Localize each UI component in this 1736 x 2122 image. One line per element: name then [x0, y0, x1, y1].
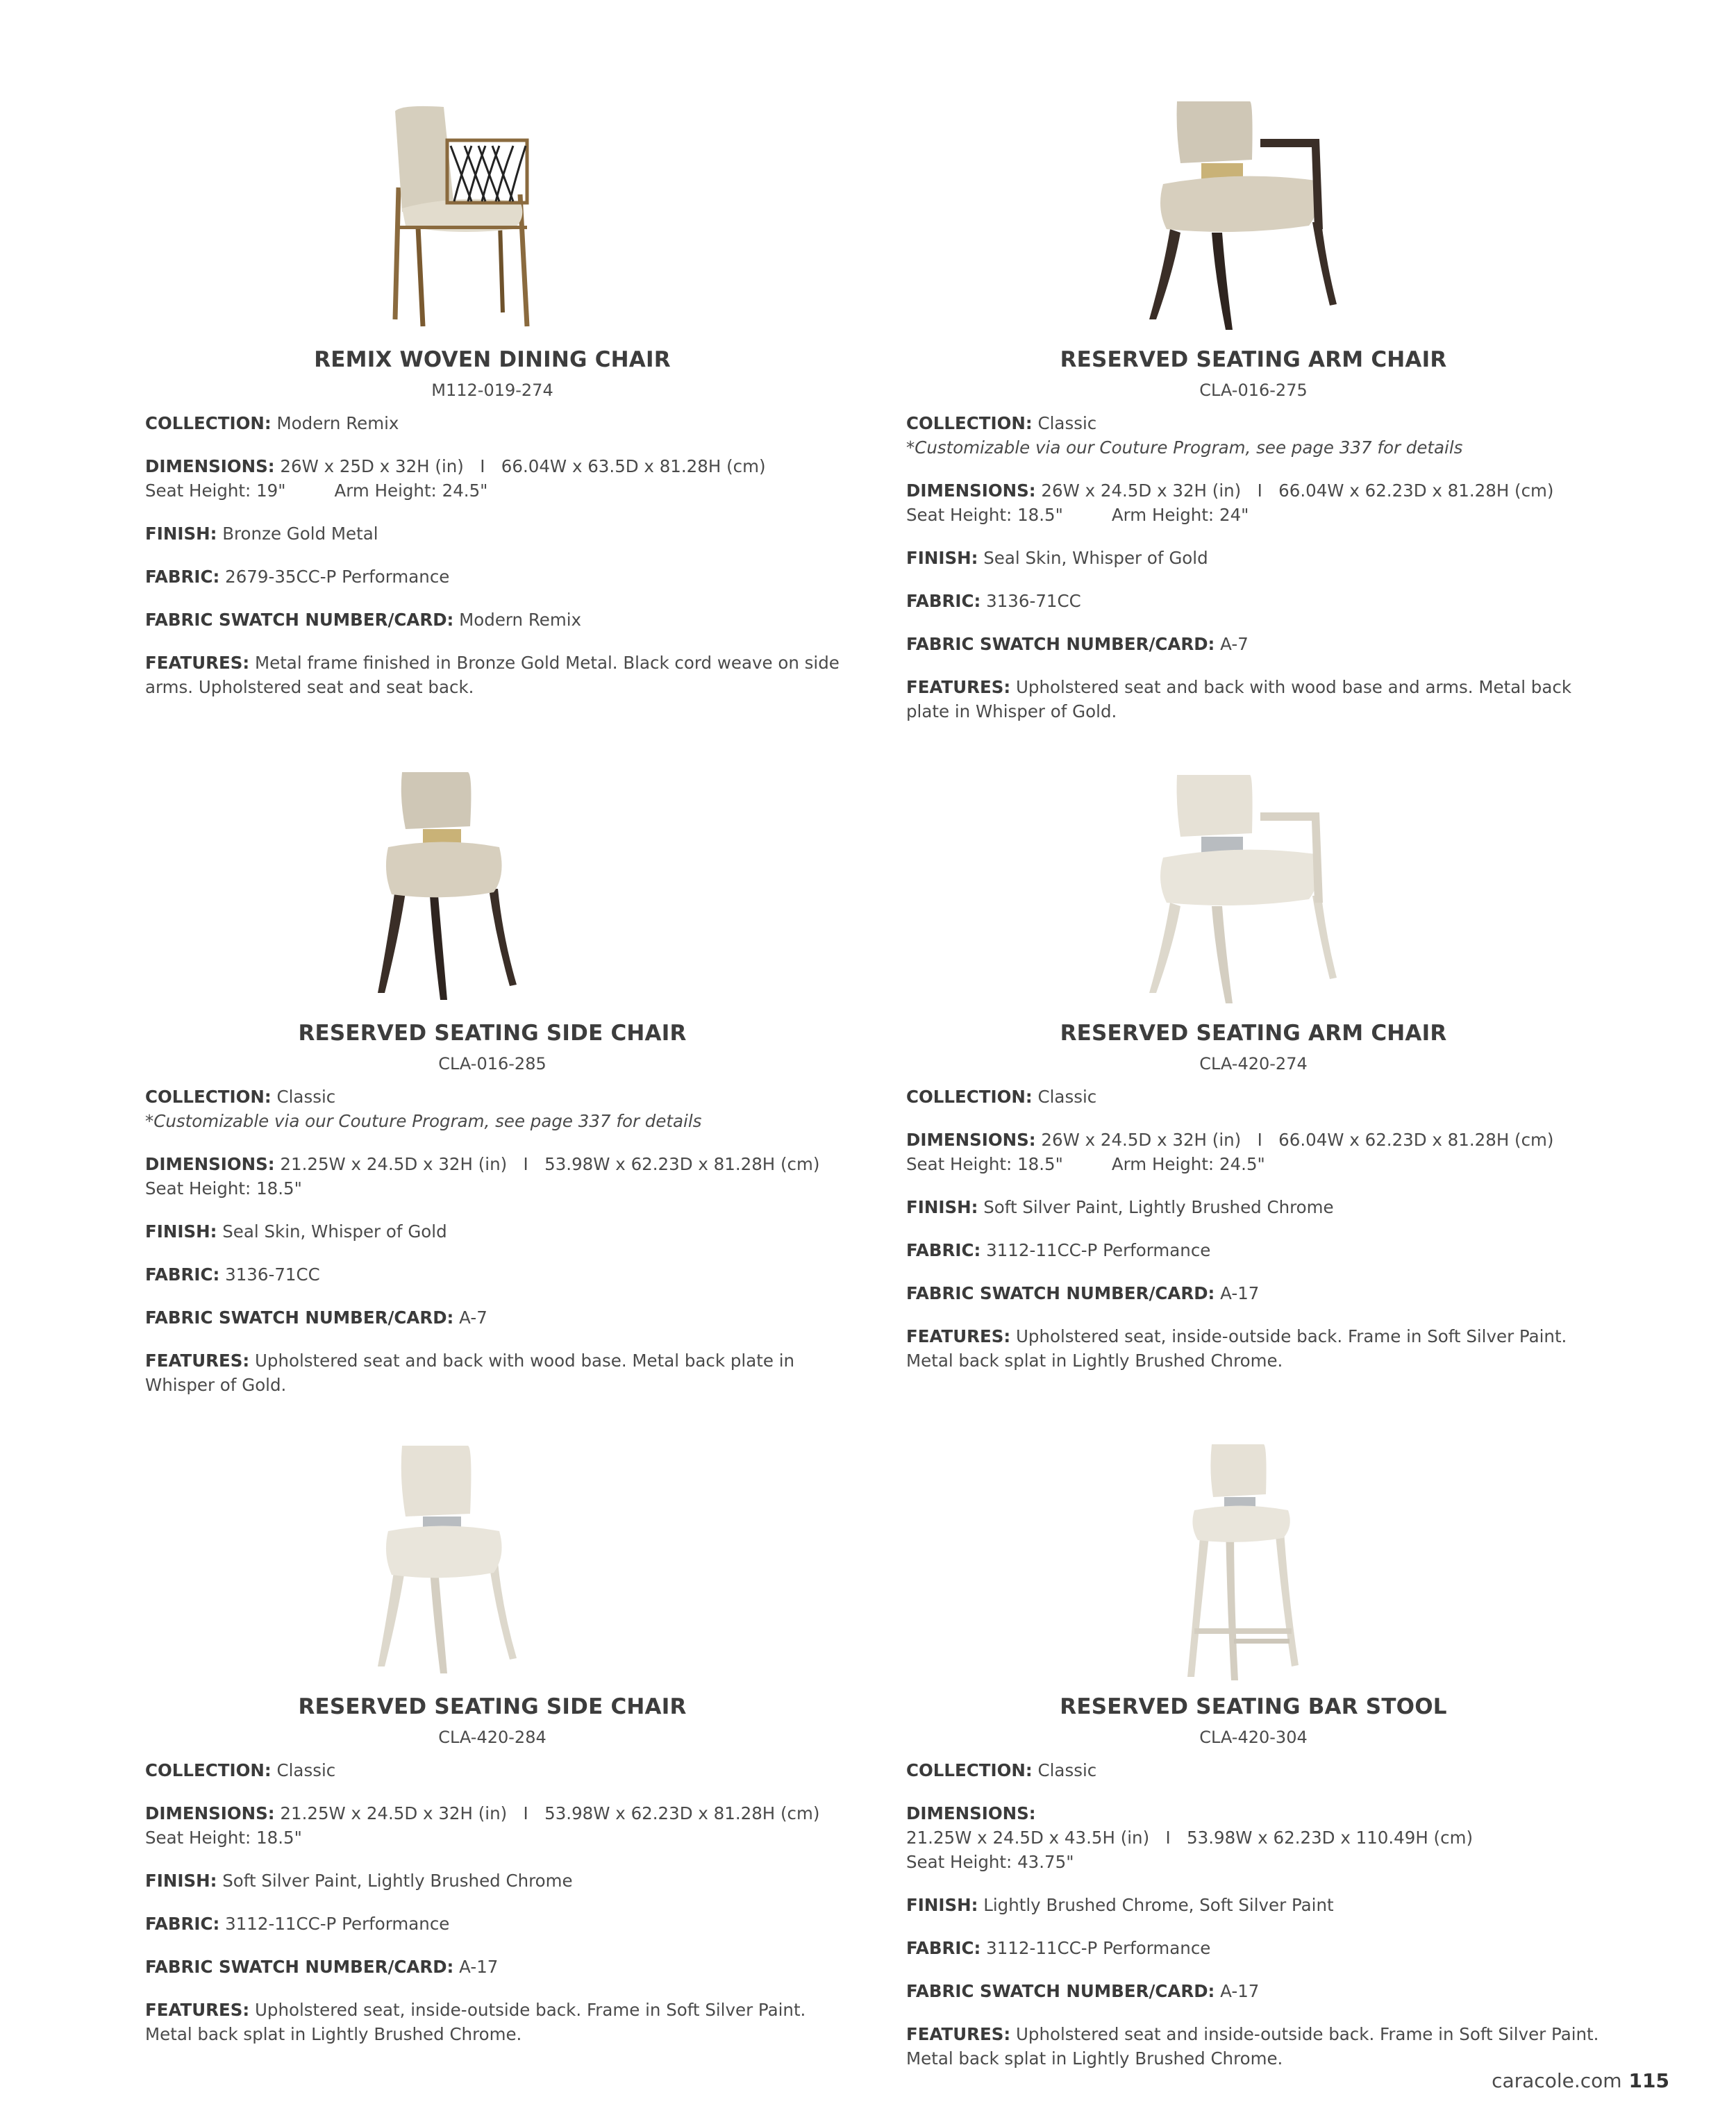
spec-fabric: FABRIC: 3136-71CC [145, 1264, 320, 1285]
spec-fabric: FABRIC: 2679-35CC-P Performance [145, 567, 450, 587]
spec-list [906, 1758, 1601, 2089]
spec-finish: FINISH: Soft Silver Paint, Lightly Brushed Chrome [906, 1197, 1334, 1217]
product-photo-side-chair-dark [291, 771, 680, 1007]
product-title: RESERVED SEATING SIDE CHAIR [298, 1694, 687, 1719]
site-link[interactable]: caracole.com [1492, 2069, 1622, 2092]
spec-finish: FINISH: Lightly Brushed Chrome, Soft Silver Paint [906, 1895, 1334, 1915]
product-title: RESERVED SEATING ARM CHAIR [1060, 347, 1447, 372]
couture-note: *Customizable via our Couture Program, see page 337 for details [145, 1111, 702, 1131]
spec-collection: COLLECTION: Classic [145, 1760, 336, 1780]
product-photo-arm-chair-silver [1052, 771, 1441, 1007]
product-sku: CLA-420-304 [1199, 1728, 1308, 1747]
product-title: REMIX WOVEN DINING CHAIR [314, 347, 671, 372]
spec-collection: COLLECTION: Classic [906, 1087, 1097, 1107]
spec-list [145, 1758, 840, 2065]
product-sku: CLA-016-275 [1199, 381, 1308, 400]
product-photo-bar-stool [1052, 1444, 1441, 1680]
product-sku: M112-019-274 [431, 381, 553, 400]
spec-finish: FINISH: Seal Skin, Whisper of Gold [145, 1221, 447, 1242]
spec-fabric: FABRIC: 3112-11CC-P Performance [906, 1938, 1211, 1958]
spec-finish: FINISH: Soft Silver Paint, Lightly Brushed Chrome [145, 1871, 573, 1891]
spec-finish: FINISH: Bronze Gold Metal [145, 524, 378, 544]
spec-features: FEATURES: Upholstered seat, inside-outside back. Frame in Soft Silver Paint. Metal back splat in Lightly Brushed Chrome. [145, 2000, 806, 2044]
spec-swatch: FABRIC SWATCH NUMBER/CARD: A-17 [145, 1957, 499, 1977]
product-sku: CLA-420-274 [1199, 1054, 1308, 1073]
spec-features: FEATURES: Metal frame finished in Bronze Gold Metal. Black cord weave on side arms. Upholstered seat and seat back. [145, 653, 840, 697]
spec-features: FEATURES: Upholstered seat and inside-outside back. Frame in Soft Silver Paint. Metal back splat in Lightly Brushed Chrome. [906, 2024, 1599, 2069]
page-footer [1492, 2069, 1669, 2092]
spec-swatch: FABRIC SWATCH NUMBER/CARD: A-17 [906, 1981, 1260, 2001]
product-title: RESERVED SEATING SIDE CHAIR [298, 1021, 687, 1046]
product-sku: CLA-016-285 [438, 1054, 546, 1073]
couture-note: *Customizable via our Couture Program, see page 337 for details [906, 437, 1463, 458]
spec-fabric: FABRIC: 3112-11CC-P Performance [906, 1240, 1211, 1260]
spec-dimensions: DIMENSIONS: 26W x 24.5D x 32H (in) I 66.04W x 62.23D x 81.28H (cm) Seat Height: 18.5" Arm Height: 24" [906, 481, 1554, 525]
product-title: RESERVED SEATING ARM CHAIR [1060, 1021, 1447, 1046]
spec-swatch: FABRIC SWATCH NUMBER/CARD: Modern Remix [145, 610, 582, 630]
spec-collection: COLLECTION: Classic *Customizable via our Couture Program, see page 337 for details [906, 411, 1601, 460]
spec-dimensions: DIMENSIONS: 26W x 25D x 32H (in) I 66.04W x 63.5D x 81.28H (cm) Seat Height: 19" Arm Height: 24.5" [145, 456, 766, 501]
spec-finish: FINISH: Seal Skin, Whisper of Gold [906, 548, 1208, 568]
product-sku: CLA-420-284 [438, 1728, 546, 1747]
spec-list [145, 1085, 840, 1416]
spec-collection: COLLECTION: Classic *Customizable via our Couture Program, see page 337 for details [145, 1085, 840, 1133]
product-photo-side-chair-silver [291, 1444, 680, 1680]
spec-swatch: FABRIC SWATCH NUMBER/CARD: A-7 [145, 1308, 487, 1328]
spec-collection: COLLECTION: Modern Remix [145, 413, 399, 433]
spec-features: FEATURES: Upholstered seat and back with wood base. Metal back plate in Whisper of Gold. [145, 1351, 795, 1395]
product-title: RESERVED SEATING BAR STOOL [1060, 1694, 1447, 1719]
spec-list [145, 411, 840, 718]
spec-list [906, 1085, 1601, 1392]
spec-dimensions: DIMENSIONS: 21.25W x 24.5D x 43.5H (in) I 53.98W x 62.23D x 110.49H (cm) Seat Height: 43.75" [906, 1803, 1474, 1872]
spec-swatch: FABRIC SWATCH NUMBER/CARD: A-7 [906, 634, 1249, 654]
spec-list [906, 411, 1601, 742]
spec-dimensions: DIMENSIONS: 21.25W x 24.5D x 32H (in) I 53.98W x 62.23D x 81.28H (cm) Seat Height: 18.5" [145, 1803, 820, 1848]
spec-features: FEATURES: Upholstered seat, inside-outside back. Frame in Soft Silver Paint. Metal back splat in Lightly Brushed Chrome. [906, 1326, 1567, 1371]
spec-swatch: FABRIC SWATCH NUMBER/CARD: A-17 [906, 1283, 1260, 1303]
product-photo-remix-chair [291, 97, 680, 333]
spec-features: FEATURES: Upholstered seat and back with wood base and arms. Metal back plate in Whisper of Gold. [906, 677, 1572, 721]
spec-dimensions: DIMENSIONS: 26W x 24.5D x 32H (in) I 66.04W x 62.23D x 81.28H (cm) Seat Height: 18.5" Arm Height: 24.5" [906, 1130, 1554, 1174]
product-photo-arm-chair-dark [1052, 97, 1441, 333]
spec-fabric: FABRIC: 3112-11CC-P Performance [145, 1914, 450, 1934]
page-number: 115 [1628, 2069, 1669, 2092]
spec-fabric: FABRIC: 3136-71CC [906, 591, 1081, 611]
spec-dimensions: DIMENSIONS: 21.25W x 24.5D x 32H (in) I 53.98W x 62.23D x 81.28H (cm) Seat Height: 18.5" [145, 1154, 820, 1198]
spec-collection: COLLECTION: Classic [906, 1760, 1097, 1780]
